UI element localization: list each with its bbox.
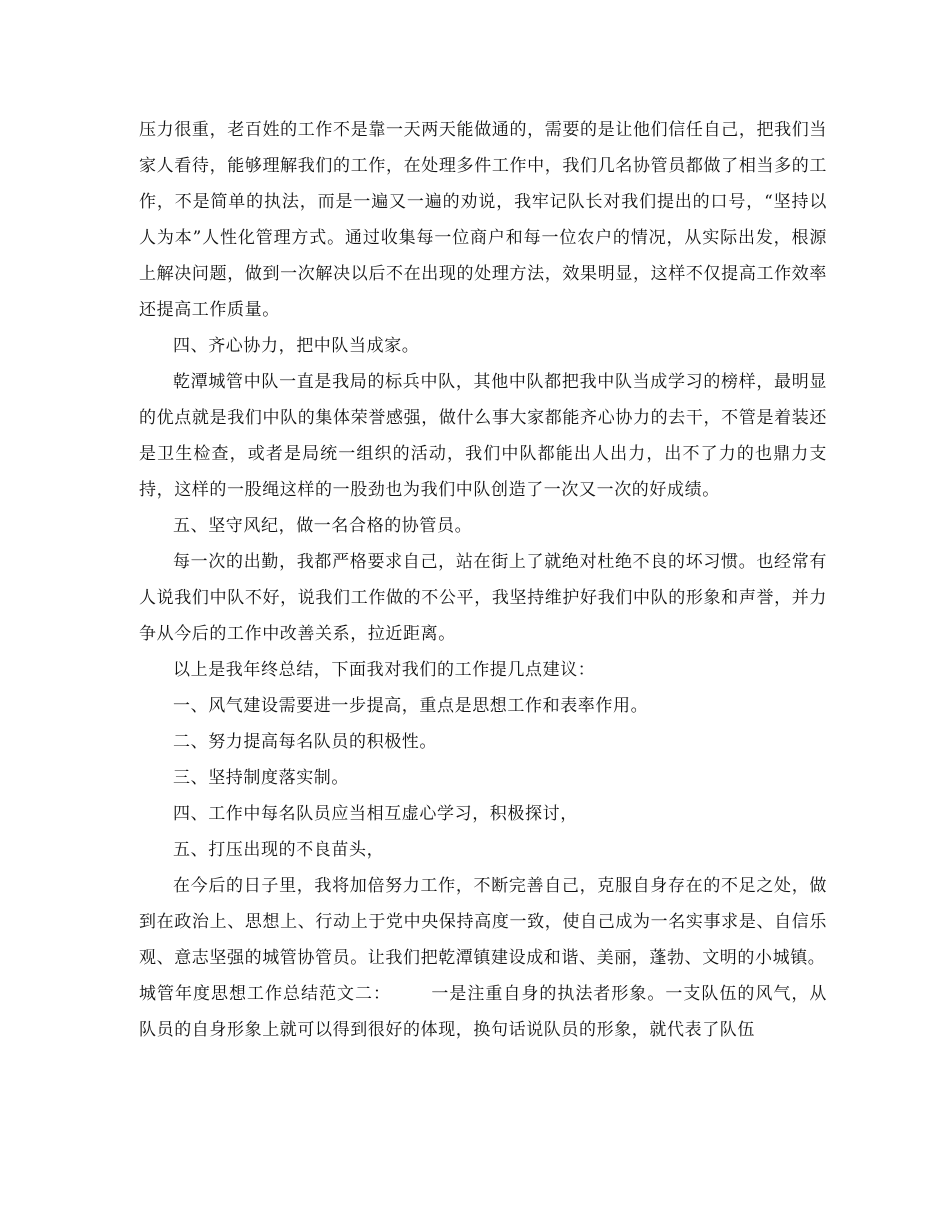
- paragraph: 在今后的日子里，我将加倍努力工作，不断完善自己，克服自身存在的不足之处，做到在政治上、思想上、行动上于党中央保持高度一致，使自己成为一名实事求是、自信乐观、意志坚强的城管协管员。让我们把乾潭镇建设成和谐、美丽，蓬勃、文明的小城镇。: [139, 876, 827, 968]
- article-two-body: 一是注重自身的执法者形象。一支队伍的风气，从队员的自身形象上就可以得到很好的体现，换句话说队员的形象，就代表了队伍: [139, 984, 827, 1040]
- paragraph: 乾潭城管中队一直是我局的标兵中队，其他中队都把我中队当成学习的榜样，最明显的优点就是我们中队的集体荣誉感强，做什么事大家都能齐心协力的去干，不管是着装还是卫生检查，或者是局统一组织的活动，我们中队都能出人出力，出不了力的也鼎力支持，这样的一股绳这样的一股劲也为我们中队创造了一次又一次的好成绩。: [139, 372, 827, 500]
- paragraph: 压力很重，老百姓的工作不是靠一天两天能做通的，需要的是让他们信任自己，把我们当家人看待，能够理解我们的工作，在处理多件工作中，我们几名协管员都做了相当多的工作，不是简单的执法，而是一遍又一遍的劝说，我牢记队长对我们提出的口号，“坚持以人为本”人性化管理方式。通过收集每一位商户和每一位农户的情况，从实际出发，根源上解决问题，做到一次解决以后不在出现的处理方法，效果明显，这样不仅提高工作效率还提高工作质量。: [139, 120, 827, 320]
- suggestion-item: 三、坚持制度落实制。: [173, 768, 349, 788]
- document-body: [139, 112, 827, 1048]
- suggestion-item: 一、风气建设需要进一步提高，重点是思想工作和表率作用。: [173, 696, 649, 716]
- section-heading: 四、齐心协力，把中队当成家。: [173, 336, 420, 356]
- section-heading: 五、坚守风纪，做一名合格的协管员。: [173, 516, 473, 536]
- final-paragraph: [139, 976, 827, 1048]
- article-two-heading: 城管年度思想工作总结范文二：: [139, 984, 391, 1004]
- paragraph: 每一次的出勤，我都严格要求自己，站在街上了就绝对杜绝不良的坏习惯。也经常有人说我们中队不好，说我们工作做的不公平，我坚持维护好我们中队的形象和声誉，并力争从今后的工作中改善关系，拉近距离。: [139, 552, 827, 644]
- suggestion-item: 四、工作中每名队员应当相互虚心学习，积极探讨，: [173, 804, 578, 824]
- paragraph: 以上是我年终总结，下面我对我们的工作提几点建议：: [173, 660, 596, 680]
- suggestion-item: 五、打压出现的不良苗头，: [173, 840, 385, 860]
- suggestion-item: 二、努力提高每名队员的积极性。: [173, 732, 437, 752]
